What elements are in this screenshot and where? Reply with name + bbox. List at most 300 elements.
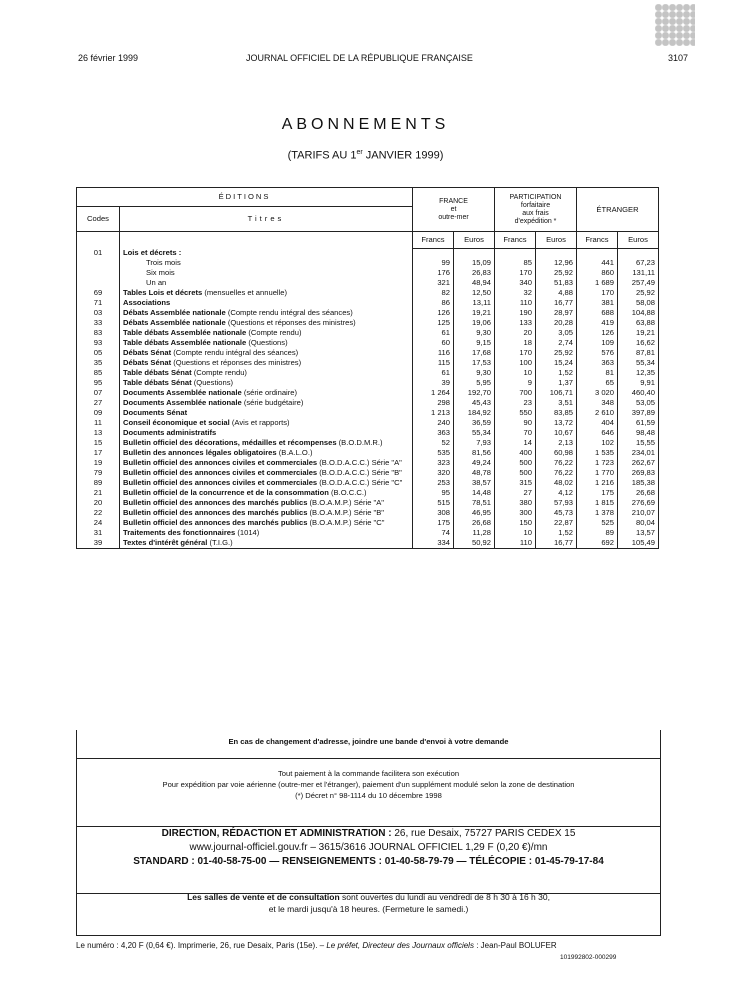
row-value: 58,08 bbox=[618, 298, 659, 308]
row-value: 308 bbox=[413, 508, 454, 518]
tariff-rows bbox=[77, 248, 659, 549]
row-value: 175 bbox=[577, 488, 618, 498]
row-title: Bulletin officiel des annonces des marchés publics (B.O.A.M.P.) Série "A" bbox=[120, 498, 413, 508]
row-value: 102 bbox=[577, 438, 618, 448]
row-value: 323 bbox=[413, 458, 454, 468]
row-value: 81,56 bbox=[454, 448, 495, 458]
row-value: 95 bbox=[413, 488, 454, 498]
row-value: 646 bbox=[577, 428, 618, 438]
row-value: 115 bbox=[413, 358, 454, 368]
table-row bbox=[77, 348, 659, 358]
table-row bbox=[77, 338, 659, 348]
row-title: Tables Lois et décrets (mensuelles et annuelle) bbox=[120, 288, 413, 298]
row-title: Bulletin officiel des décorations, médailles et récompenses (B.O.D.M.R.) bbox=[120, 438, 413, 448]
row-value: 363 bbox=[577, 358, 618, 368]
row-value: 48,02 bbox=[536, 478, 577, 488]
row-value: 133 bbox=[495, 318, 536, 328]
row-value: 67,23 bbox=[618, 258, 659, 268]
row-value: 49,24 bbox=[454, 458, 495, 468]
row-value: 688 bbox=[577, 308, 618, 318]
row-title: Bulletin officiel des annonces civiles et commerciales (B.O.D.A.C.C.) Série "C" bbox=[120, 478, 413, 488]
etranger-euros: Euros bbox=[618, 232, 659, 249]
row-value: 90 bbox=[495, 418, 536, 428]
row-value: 99 bbox=[413, 258, 454, 268]
row-title: Documents Assemblée nationale (série budgétaire) bbox=[120, 398, 413, 408]
row-value: 126 bbox=[577, 328, 618, 338]
row-value: 48,78 bbox=[454, 468, 495, 478]
row-code: 71 bbox=[77, 298, 120, 308]
row-value: 13,72 bbox=[536, 418, 577, 428]
row-code: 31 bbox=[77, 528, 120, 538]
address-change-note: En cas de changement d'adresse, joindre une bande d'envoi à votre demande bbox=[76, 730, 661, 759]
table-row bbox=[77, 458, 659, 468]
row-title: Table débats Sénat (Compte rendu) bbox=[120, 368, 413, 378]
row-value: 106,71 bbox=[536, 388, 577, 398]
row-title: Documents administratifs bbox=[120, 428, 413, 438]
row-value: 7,93 bbox=[454, 438, 495, 448]
row-value: 175 bbox=[413, 518, 454, 528]
row-value: 176 bbox=[413, 268, 454, 278]
row-value: 170 bbox=[495, 268, 536, 278]
table-row bbox=[77, 288, 659, 298]
row-value: 82 bbox=[413, 288, 454, 298]
editions-header: ÉDITIONS bbox=[77, 188, 413, 207]
row-code: 35 bbox=[77, 358, 120, 368]
page-subtitle: (TARIFS AU 1er JANVIER 1999) bbox=[287, 149, 444, 162]
row-value: 363 bbox=[413, 428, 454, 438]
row-value: 25,92 bbox=[536, 348, 577, 358]
table-row bbox=[77, 418, 659, 428]
row-value: 116 bbox=[413, 348, 454, 358]
row-value bbox=[536, 248, 577, 258]
row-value: 36,59 bbox=[454, 418, 495, 428]
row-value: 57,93 bbox=[536, 498, 577, 508]
row-value: 28,97 bbox=[536, 308, 577, 318]
table-row bbox=[77, 468, 659, 478]
row-code: 24 bbox=[77, 518, 120, 528]
row-value: 550 bbox=[495, 408, 536, 418]
row-value: 269,83 bbox=[618, 468, 659, 478]
row-value: 110 bbox=[495, 538, 536, 549]
table-row bbox=[77, 388, 659, 398]
row-code bbox=[77, 268, 120, 278]
row-value: 74 bbox=[413, 528, 454, 538]
row-value: 1 264 bbox=[413, 388, 454, 398]
row-value: 38,57 bbox=[454, 478, 495, 488]
table-row bbox=[77, 278, 659, 288]
table-row bbox=[77, 428, 659, 438]
contact-address: DIRECTION, RÉDACTION ET ADMINISTRATION : 26, rue Desaix, 75727 PARIS CEDEX 15 bbox=[161, 828, 576, 839]
row-value: 87,81 bbox=[618, 348, 659, 358]
row-value: 61 bbox=[413, 368, 454, 378]
row-value: 276,69 bbox=[618, 498, 659, 508]
row-value: 253 bbox=[413, 478, 454, 488]
row-value: 27 bbox=[495, 488, 536, 498]
row-value: 300 bbox=[495, 508, 536, 518]
row-code: 19 bbox=[77, 458, 120, 468]
row-code: 09 bbox=[77, 408, 120, 418]
participation-header: PARTICIPATION forfaitaire aux frais d'expédition * bbox=[495, 188, 577, 232]
row-value: 190 bbox=[495, 308, 536, 318]
row-title: Débats Assemblée nationale (Questions et réponses des ministres) bbox=[120, 318, 413, 328]
tariff-table bbox=[76, 187, 659, 549]
row-code: 93 bbox=[77, 338, 120, 348]
row-title: Textes d'intérêt général (T.I.G.) bbox=[120, 538, 413, 549]
row-value: 1 535 bbox=[577, 448, 618, 458]
row-code: 21 bbox=[77, 488, 120, 498]
row-value: 1 815 bbox=[577, 498, 618, 508]
row-value: 9,15 bbox=[454, 338, 495, 348]
row-value: 60 bbox=[413, 338, 454, 348]
row-value: 400 bbox=[495, 448, 536, 458]
row-value: 20 bbox=[495, 328, 536, 338]
row-value: 3,05 bbox=[536, 328, 577, 338]
row-value: 576 bbox=[577, 348, 618, 358]
row-value: 19,21 bbox=[618, 328, 659, 338]
row-value: 55,34 bbox=[618, 358, 659, 368]
table-row bbox=[77, 528, 659, 538]
row-value: 9,30 bbox=[454, 328, 495, 338]
table-row bbox=[77, 438, 659, 448]
table-row bbox=[77, 298, 659, 308]
row-value: 234,01 bbox=[618, 448, 659, 458]
table-row bbox=[77, 408, 659, 418]
row-code: 27 bbox=[77, 398, 120, 408]
header-journal: JOURNAL OFFICIEL DE LA RÉPUBLIQUE FRANÇAISE bbox=[246, 53, 473, 63]
row-value: 48,94 bbox=[454, 278, 495, 288]
document-id: 101992802-000299 bbox=[560, 954, 617, 961]
row-value: 89 bbox=[577, 528, 618, 538]
row-code: 13 bbox=[77, 428, 120, 438]
row-value: 1,52 bbox=[536, 368, 577, 378]
row-code: 33 bbox=[77, 318, 120, 328]
row-value bbox=[454, 248, 495, 258]
row-value: 348 bbox=[577, 398, 618, 408]
participation-francs: Francs bbox=[495, 232, 536, 249]
table-row bbox=[77, 268, 659, 278]
table-row bbox=[77, 358, 659, 368]
row-title: Un an bbox=[120, 278, 413, 288]
row-value: 12,96 bbox=[536, 258, 577, 268]
row-value: 17,68 bbox=[454, 348, 495, 358]
row-value: 419 bbox=[577, 318, 618, 328]
row-value: 50,92 bbox=[454, 538, 495, 549]
table-row bbox=[77, 328, 659, 338]
row-code: 85 bbox=[77, 368, 120, 378]
row-title: Débats Sénat (Compte rendu intégral des séances) bbox=[120, 348, 413, 358]
row-code: 01 bbox=[77, 248, 120, 258]
row-code: 15 bbox=[77, 438, 120, 448]
row-value: 1 689 bbox=[577, 278, 618, 288]
france-euros: Euros bbox=[454, 232, 495, 249]
row-value: 45,73 bbox=[536, 508, 577, 518]
row-value: 860 bbox=[577, 268, 618, 278]
row-title: Trois mois bbox=[120, 258, 413, 268]
row-value: 170 bbox=[577, 288, 618, 298]
decree-note: (*) Décret n° 98-1114 du 10 décembre 1998 bbox=[295, 791, 442, 800]
row-title: Bulletin officiel des annonces des marchés publics (B.O.A.M.P.) Série "C" bbox=[120, 518, 413, 528]
table-row bbox=[77, 368, 659, 378]
row-value: 1,52 bbox=[536, 528, 577, 538]
row-value bbox=[618, 248, 659, 258]
row-value: 53,05 bbox=[618, 398, 659, 408]
row-value: 10 bbox=[495, 368, 536, 378]
row-code: 17 bbox=[77, 448, 120, 458]
table-row bbox=[77, 538, 659, 549]
sales-line-1: Les salles de vente et de consultation sont ouvertes du lundi au vendredi de 8 h 30 à 16 h 30, bbox=[187, 892, 550, 902]
france-francs: Francs bbox=[413, 232, 454, 249]
row-value: 240 bbox=[413, 418, 454, 428]
row-value: 20,28 bbox=[536, 318, 577, 328]
row-value: 39 bbox=[413, 378, 454, 388]
table-row bbox=[77, 478, 659, 488]
table-row bbox=[77, 378, 659, 388]
row-value: 61,59 bbox=[618, 418, 659, 428]
row-value: 51,83 bbox=[536, 278, 577, 288]
row-value: 298 bbox=[413, 398, 454, 408]
contact-web: www.journal-officiel.gouv.fr – 3615/3616 JOURNAL OFFICIEL 1,29 F (0,20 €)/mn bbox=[189, 842, 548, 853]
row-value bbox=[413, 248, 454, 258]
row-value: 4,88 bbox=[536, 288, 577, 298]
row-title: Bulletin officiel des annonces civiles et commerciales (B.O.D.A.C.C.) Série "B" bbox=[120, 468, 413, 478]
row-value: 320 bbox=[413, 468, 454, 478]
row-value: 460,40 bbox=[618, 388, 659, 398]
row-code: 69 bbox=[77, 288, 120, 298]
row-value: 81 bbox=[577, 368, 618, 378]
row-value: 404 bbox=[577, 418, 618, 428]
row-value: 184,92 bbox=[454, 408, 495, 418]
row-value: 1 378 bbox=[577, 508, 618, 518]
row-title: Traitements des fonctionnaires (1014) bbox=[120, 528, 413, 538]
row-value: 10 bbox=[495, 528, 536, 538]
etranger-francs: Francs bbox=[577, 232, 618, 249]
row-title: Débats Assemblée nationale (Compte rendu intégral des séances) bbox=[120, 308, 413, 318]
row-title: Bulletin officiel de la concurrence et de la consommation (B.O.C.C.) bbox=[120, 488, 413, 498]
row-value: 76,22 bbox=[536, 458, 577, 468]
row-value: 25,92 bbox=[536, 268, 577, 278]
row-code: 07 bbox=[77, 388, 120, 398]
row-value: 80,04 bbox=[618, 518, 659, 528]
row-title: Bulletin officiel des annonces des marchés publics (B.O.A.M.P.) Série "B" bbox=[120, 508, 413, 518]
row-value: 131,11 bbox=[618, 268, 659, 278]
row-value: 13,11 bbox=[454, 298, 495, 308]
table-row bbox=[77, 248, 659, 258]
row-code: 89 bbox=[77, 478, 120, 488]
row-value: 83,85 bbox=[536, 408, 577, 418]
row-value: 11,28 bbox=[454, 528, 495, 538]
row-value: 10,67 bbox=[536, 428, 577, 438]
row-value: 12,50 bbox=[454, 288, 495, 298]
row-value: 262,67 bbox=[618, 458, 659, 468]
row-value: 525 bbox=[577, 518, 618, 528]
row-value: 340 bbox=[495, 278, 536, 288]
row-value: 26,68 bbox=[454, 518, 495, 528]
row-code: 83 bbox=[77, 328, 120, 338]
page-footer: Le numéro : 4,20 F (0,64 €). Imprimerie, 26, rue Desaix, Paris (15e). – Le préfet, Directeur des Journaux officiels : Jean-Paul BOLUFER bbox=[76, 941, 557, 950]
row-code: 05 bbox=[77, 348, 120, 358]
table-row bbox=[77, 398, 659, 408]
row-value: 85 bbox=[495, 258, 536, 268]
row-code: 39 bbox=[77, 538, 120, 549]
row-title: Conseil économique et social (Avis et rapports) bbox=[120, 418, 413, 428]
payment-note: Tout paiement à la commande facilitera son exécution bbox=[277, 769, 460, 778]
row-value: 210,07 bbox=[618, 508, 659, 518]
row-title: Table débats Sénat (Questions) bbox=[120, 378, 413, 388]
row-title: Documents Sénat bbox=[120, 408, 413, 418]
row-value: 700 bbox=[495, 388, 536, 398]
row-title: Lois et décrets : bbox=[120, 248, 413, 258]
row-code: 95 bbox=[77, 378, 120, 388]
row-value: 32 bbox=[495, 288, 536, 298]
row-value: 2,13 bbox=[536, 438, 577, 448]
row-value: 98,48 bbox=[618, 428, 659, 438]
row-value: 19,21 bbox=[454, 308, 495, 318]
row-title: Six mois bbox=[120, 268, 413, 278]
row-value: 1,37 bbox=[536, 378, 577, 388]
page-header bbox=[78, 53, 688, 67]
sales-line-2: et le mardi jusqu'à 18 heures. (Fermeture le samedi.) bbox=[268, 904, 469, 914]
row-value: 76,22 bbox=[536, 468, 577, 478]
row-value: 110 bbox=[495, 298, 536, 308]
row-value: 26,83 bbox=[454, 268, 495, 278]
sales-hours-box bbox=[76, 884, 661, 936]
row-value: 3 020 bbox=[577, 388, 618, 398]
row-value: 1 216 bbox=[577, 478, 618, 488]
contact-box bbox=[76, 817, 661, 894]
row-value: 1 213 bbox=[413, 408, 454, 418]
air-shipping-note: Pour expédition par voie aérienne (outre-mer et l'étranger), paiement d'un supplément modulé selon la zone de destination bbox=[162, 780, 575, 789]
row-value: 125 bbox=[413, 318, 454, 328]
row-value: 500 bbox=[495, 458, 536, 468]
row-value: 257,49 bbox=[618, 278, 659, 288]
row-value: 15,55 bbox=[618, 438, 659, 448]
row-value: 15,09 bbox=[454, 258, 495, 268]
row-value: 192,70 bbox=[454, 388, 495, 398]
row-code: 22 bbox=[77, 508, 120, 518]
row-code: 79 bbox=[77, 468, 120, 478]
row-code: 03 bbox=[77, 308, 120, 318]
row-value: 14,48 bbox=[454, 488, 495, 498]
row-value: 78,51 bbox=[454, 498, 495, 508]
row-value: 397,89 bbox=[618, 408, 659, 418]
row-title: Table débats Assemblée nationale (Compte rendu) bbox=[120, 328, 413, 338]
scan-smudge bbox=[655, 4, 695, 46]
row-value: 12,35 bbox=[618, 368, 659, 378]
row-value bbox=[577, 248, 618, 258]
table-row bbox=[77, 258, 659, 268]
row-value: 2 610 bbox=[577, 408, 618, 418]
row-value: 16,77 bbox=[536, 538, 577, 549]
row-value: 535 bbox=[413, 448, 454, 458]
row-value: 100 bbox=[495, 358, 536, 368]
row-value: 23 bbox=[495, 398, 536, 408]
header-page-number: 3107 bbox=[667, 53, 688, 63]
row-value bbox=[495, 248, 536, 258]
etranger-header: ÉTRANGER bbox=[577, 188, 659, 232]
row-value: 45,43 bbox=[454, 398, 495, 408]
row-code: 11 bbox=[77, 418, 120, 428]
codes-header: Codes bbox=[77, 207, 120, 232]
row-value: 9,30 bbox=[454, 368, 495, 378]
page-title: ABONNEMENTS bbox=[281, 116, 450, 133]
row-value: 15,24 bbox=[536, 358, 577, 368]
participation-euros: Euros bbox=[536, 232, 577, 249]
row-value: 2,74 bbox=[536, 338, 577, 348]
row-value: 26,68 bbox=[618, 488, 659, 498]
row-title: Débats Sénat (Questions et réponses des ministres) bbox=[120, 358, 413, 368]
row-value: 380 bbox=[495, 498, 536, 508]
row-value: 25,92 bbox=[618, 288, 659, 298]
row-value: 126 bbox=[413, 308, 454, 318]
row-value: 63,88 bbox=[618, 318, 659, 328]
row-value: 4,12 bbox=[536, 488, 577, 498]
table-row bbox=[77, 448, 659, 458]
row-value: 185,38 bbox=[618, 478, 659, 488]
row-value: 19,06 bbox=[454, 318, 495, 328]
row-value: 9,91 bbox=[618, 378, 659, 388]
table-row bbox=[77, 498, 659, 508]
row-value: 104,88 bbox=[618, 308, 659, 318]
row-value: 46,95 bbox=[454, 508, 495, 518]
row-code bbox=[77, 258, 120, 268]
row-value: 52 bbox=[413, 438, 454, 448]
row-value: 170 bbox=[495, 348, 536, 358]
row-value: 334 bbox=[413, 538, 454, 549]
row-value: 321 bbox=[413, 278, 454, 288]
row-title: Bulletin des annonces légales obligatoires (B.A.L.O.) bbox=[120, 448, 413, 458]
row-value: 1 723 bbox=[577, 458, 618, 468]
row-value: 18 bbox=[495, 338, 536, 348]
table-row bbox=[77, 318, 659, 328]
france-header: FRANCE et outre-mer bbox=[413, 188, 495, 232]
row-value: 105,49 bbox=[618, 538, 659, 549]
row-value: 13,57 bbox=[618, 528, 659, 538]
row-value: 61 bbox=[413, 328, 454, 338]
titres-header: Titres bbox=[120, 207, 413, 232]
table-row bbox=[77, 308, 659, 318]
row-value: 1 770 bbox=[577, 468, 618, 478]
row-value: 86 bbox=[413, 298, 454, 308]
row-value: 381 bbox=[577, 298, 618, 308]
row-code bbox=[77, 278, 120, 288]
row-value: 65 bbox=[577, 378, 618, 388]
row-value: 315 bbox=[495, 478, 536, 488]
row-title: Documents Assemblée nationale (série ordinaire) bbox=[120, 388, 413, 398]
row-value: 515 bbox=[413, 498, 454, 508]
row-value: 14 bbox=[495, 438, 536, 448]
row-value: 22,87 bbox=[536, 518, 577, 528]
row-value: 16,77 bbox=[536, 298, 577, 308]
table-row bbox=[77, 488, 659, 498]
table-row bbox=[77, 518, 659, 528]
row-code: 20 bbox=[77, 498, 120, 508]
row-title: Table débats Assemblée nationale (Questions) bbox=[120, 338, 413, 348]
row-title: Associations bbox=[120, 298, 413, 308]
row-value: 500 bbox=[495, 468, 536, 478]
table-row bbox=[77, 508, 659, 518]
row-value: 109 bbox=[577, 338, 618, 348]
row-value: 17,53 bbox=[454, 358, 495, 368]
contact-phones: STANDARD : 01-40-58-75-00 — RENSEIGNEMENTS : 01-40-58-79-79 — TÉLÉCOPIE : 01-45-79-17-84 bbox=[133, 856, 604, 867]
row-value: 3,51 bbox=[536, 398, 577, 408]
row-value: 150 bbox=[495, 518, 536, 528]
row-value: 441 bbox=[577, 258, 618, 268]
row-value: 60,98 bbox=[536, 448, 577, 458]
row-value: 5,95 bbox=[454, 378, 495, 388]
row-value: 70 bbox=[495, 428, 536, 438]
row-title: Bulletin officiel des annonces civiles et commerciales (B.O.D.A.C.C.) Série "A" bbox=[120, 458, 413, 468]
row-value: 9 bbox=[495, 378, 536, 388]
